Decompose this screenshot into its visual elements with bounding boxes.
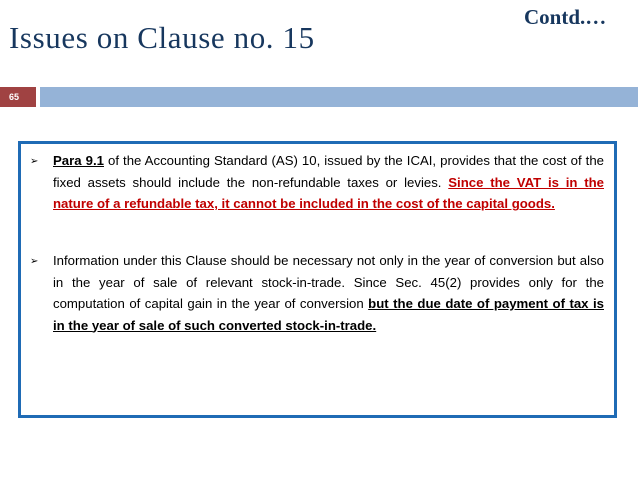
bullet-item-para-9-1	[30, 150, 604, 215]
arrow-bullet-icon: ➢	[30, 156, 39, 167]
page-number: 65	[0, 87, 36, 107]
slide-title: Issues on Clause no. 15	[9, 20, 315, 55]
bullet-text	[53, 250, 604, 336]
continued-label: Contd.…	[524, 5, 607, 29]
bullet-body: Information under this Clause should be necessary not only in the year of conversion but also in the year of sale of relevant stock-in-trade. Since Sec. 45(2) provides only for the computation of capital gain in the year of conversion	[53, 253, 604, 311]
bullet-text	[53, 150, 604, 215]
bullet-body: of the Accounting Standard (AS) 10, issued by the ICAI, provides that the cost of the fixed assets should include the non-refundable taxes or levies.	[53, 153, 604, 190]
bullet-emphasis-bold: but the due date of payment of tax is in the year of sale of such converted stock-in-trade.	[53, 296, 604, 333]
bullet-item-conversion	[30, 250, 604, 336]
bullet-lead-bold: Para 9.1	[53, 153, 104, 168]
arrow-bullet-icon: ➢	[30, 256, 39, 267]
header-bar	[40, 87, 638, 107]
bullet-emphasis-red: Since the VAT is in the nature of a refundable tax, it cannot be included in the cost of the capital goods.	[53, 174, 604, 211]
